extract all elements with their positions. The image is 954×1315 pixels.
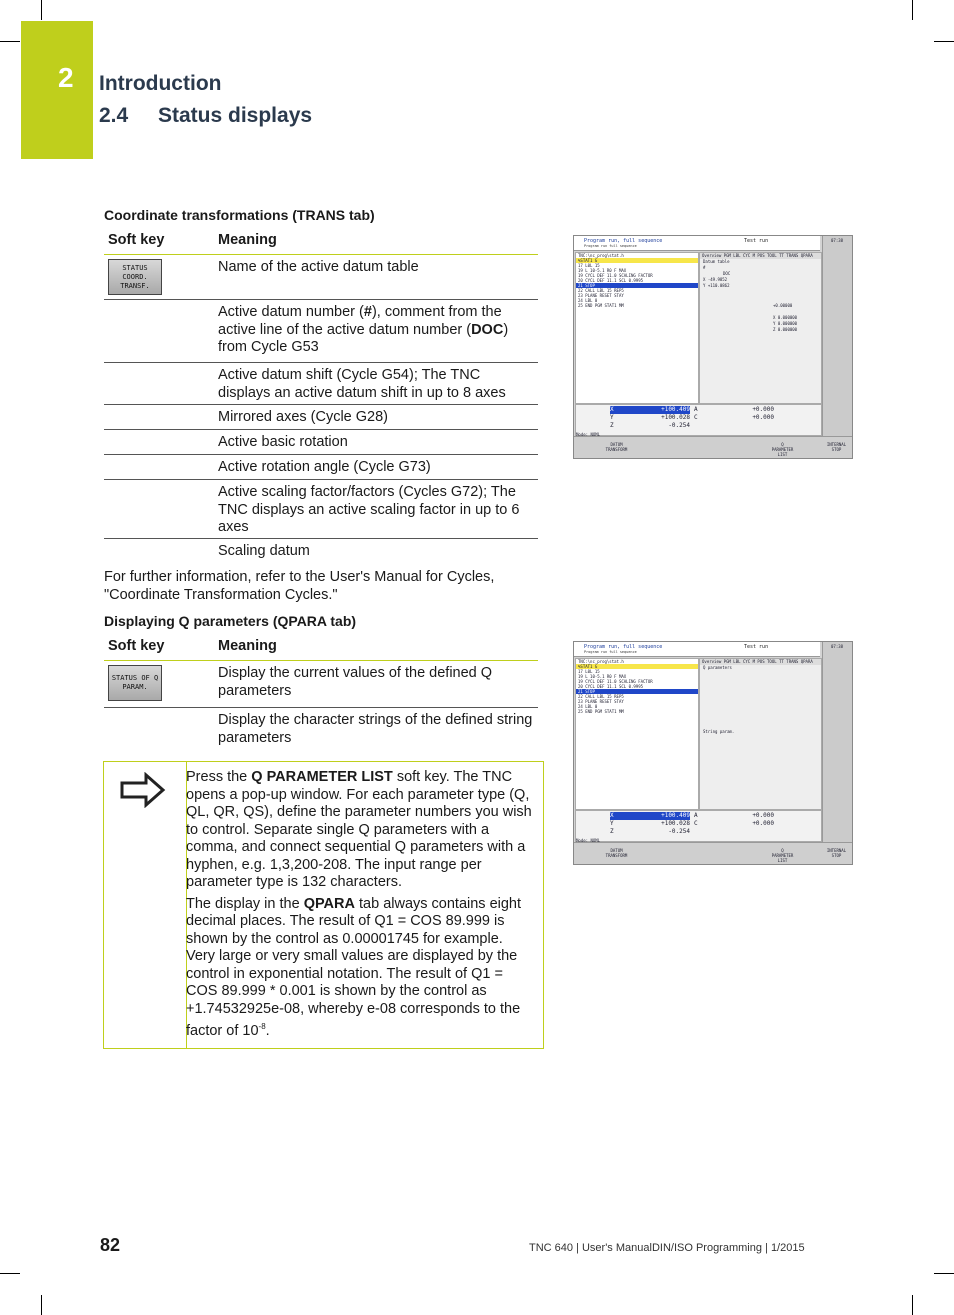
further-info-text: For further information, refer to the User's Manual for Cycles, "Coordinate Transformation Cycles." — [104, 569, 495, 603]
internal-stop-softkey[interactable]: INTERNAL STOP — [826, 442, 847, 452]
table-row — [104, 480, 538, 539]
table-row — [104, 539, 538, 563]
title-bar: Program run, full sequence Test run Program run full sequence — [574, 236, 820, 251]
section-number: 2.4 — [99, 104, 129, 127]
chapter-number: 2 — [58, 62, 74, 93]
row-meaning: Display the character strings of the defined string parameters — [218, 712, 533, 746]
col-softkey: Soft key — [108, 638, 165, 654]
row-meaning: Mirrored axes (Cycle G28) — [218, 409, 389, 425]
datum-transform-softkey[interactable]: DATUM TRANSFORM — [605, 442, 628, 452]
section-title: Status displays — [158, 104, 313, 127]
table-row — [104, 255, 538, 300]
table-header — [104, 230, 538, 255]
side-softkeys: 07:38 — [822, 642, 853, 842]
trans-table — [104, 230, 538, 563]
chapter-title: Introduction — [99, 72, 222, 95]
table-row — [104, 300, 538, 363]
screenshot-qpara — [573, 641, 853, 865]
qpara-heading: Displaying Q parameters (QPARA tab) — [104, 613, 357, 629]
screenshot-trans — [573, 235, 853, 459]
row-meaning: Name of the active datum table — [218, 259, 419, 275]
table-row — [104, 430, 538, 455]
position-display: X +100.409 Y +100.028 Z -0.254 A +0.000 C +0.000 — [575, 810, 822, 842]
row-meaning: Active scaling factor/factors (Cycles G72); The TNC displays an active scaling factor in up to 6 axes — [218, 484, 520, 535]
row-meaning: Scaling datum — [218, 543, 310, 559]
q-parameter-list-softkey[interactable]: Q PARAMETER LIST — [771, 848, 794, 863]
program-window: TNC:\nc_prog\stat.h %STAT1 G 17 L0L 15 19 L 10-5.1 R0 F MAX 19 CYCL DEF 11.0 SCALING FACTOR 20 CYCL DEF 11.1 SCL 0.9995 21 STOP 22 CALL LBL 15 REP5 23 PLANE RESET STAY 24 LBL 0 25 END PGM STAT1 MM — [575, 658, 699, 810]
row-meaning: Active datum number (#), comment from the active line of the active datum number (DOC) from Cycle G53 — [218, 304, 509, 355]
table-row — [104, 708, 538, 754]
table-row — [104, 455, 538, 480]
position-display: X +100.409 Y +100.028 Z -0.254 A +0.000 C +0.000 — [575, 404, 822, 436]
row-meaning: Active basic rotation — [218, 434, 348, 450]
note-text — [186, 769, 532, 1044]
crop-mark — [934, 1273, 954, 1274]
crop-mark — [41, 1295, 42, 1315]
crop-mark — [41, 0, 42, 20]
status-window: Overview PGM LBL CYC M POS TOOL TT TRANS QPARA Datum table # DOC X -49.9852 Y +110.0862 +0.00000 X 0.000000 Y 0.000000 Z 0.000000 — [699, 252, 822, 404]
footer-doc-info: TNC 640 | User's ManualDIN/ISO Programming | 1/2015 — [529, 1242, 805, 1254]
table-row — [104, 661, 538, 708]
crop-mark — [912, 0, 913, 20]
row-meaning: Active datum shift (Cycle G54); The TNC displays an active datum shift in up to 8 axes — [218, 367, 506, 401]
note-paragraph: Press the Q PARAMETER LIST soft key. The TNC opens a pop-up window. For each parameter type (Q, QL, QR, QS), define the parameter numbers you wish to control. Separate single Q parameters with a comma, and connect sequential Q parameters with a hyphen, e.g. 1,3,200-208. The input range per parameter type is 132 characters. — [186, 769, 532, 890]
qpara-table — [104, 636, 538, 754]
status-window: Overview PGM LBL CYC M POS TOOL TT TRANS QPARA Q parameters String param. — [699, 658, 822, 810]
crop-mark — [0, 41, 20, 42]
side-softkeys: 07:38 — [822, 236, 853, 436]
internal-stop-softkey[interactable]: INTERNAL STOP — [826, 848, 847, 858]
arrow-right-icon — [120, 772, 166, 813]
col-meaning: Meaning — [218, 638, 277, 654]
col-softkey: Soft key — [108, 232, 165, 248]
softkey-bar: Mode: NOML DATUM TRANSFORM Q PARAMETER LIST INTERNAL STOP — [574, 842, 852, 865]
note-box — [103, 761, 544, 1049]
row-meaning: Active rotation angle (Cycle G73) — [218, 459, 431, 475]
datum-transform-softkey[interactable]: DATUM TRANSFORM — [605, 848, 628, 858]
title-bar: Program run, full sequence Test run Program run full sequence — [574, 642, 820, 657]
program-window: TNC:\nc_prog\stat.h %STAT1 G 17 L0L 15 19 L 10-5.1 R0 F MAX 19 CYCL DEF 11.0 SCALING FACTOR 20 CYCL DEF 11.1 SCL 0.9995 21 STOP 22 CALL LBL 15 REP5 23 PLANE RESET STAY 24 LBL 0 25 END PGM STAT1 MM — [575, 252, 699, 404]
softkey-bar: Mode: NOML DATUM TRANSFORM Q PARAMETER LIST INTERNAL STOP — [574, 436, 852, 459]
table-row — [104, 363, 538, 405]
crop-mark — [934, 41, 954, 42]
crop-mark — [0, 1273, 20, 1274]
status-of-q-param-softkey[interactable]: STATUS OF Q PARAM. — [108, 665, 162, 701]
table-row — [104, 405, 538, 430]
trans-heading: Coordinate transformations (TRANS tab) — [104, 207, 375, 223]
note-paragraph: The display in the QPARA tab always contains eight decimal places. The result of Q1 = COS 89.999 is shown by the control as 0.00001745 for example. Very large or very small values are displayed by the control in exponential notation. The result of Q1 = COS 89.999 * 0.001 is shown by the control as +1.74532925e-08, whereby e-08 corresponds to the factor of $10^{-8}$. — [186, 895, 522, 1039]
table-header — [104, 636, 538, 661]
chapter-tab — [21, 21, 93, 159]
status-coord-transf-softkey[interactable]: STATUS COORD. TRANSF. — [108, 259, 162, 295]
row-meaning: Display the current values of the defined Q parameters — [218, 665, 493, 699]
crop-mark — [912, 1295, 913, 1315]
page-number: 82 — [100, 1235, 121, 1255]
col-meaning: Meaning — [218, 232, 277, 248]
q-parameter-list-softkey[interactable]: Q PARAMETER LIST — [771, 442, 794, 457]
